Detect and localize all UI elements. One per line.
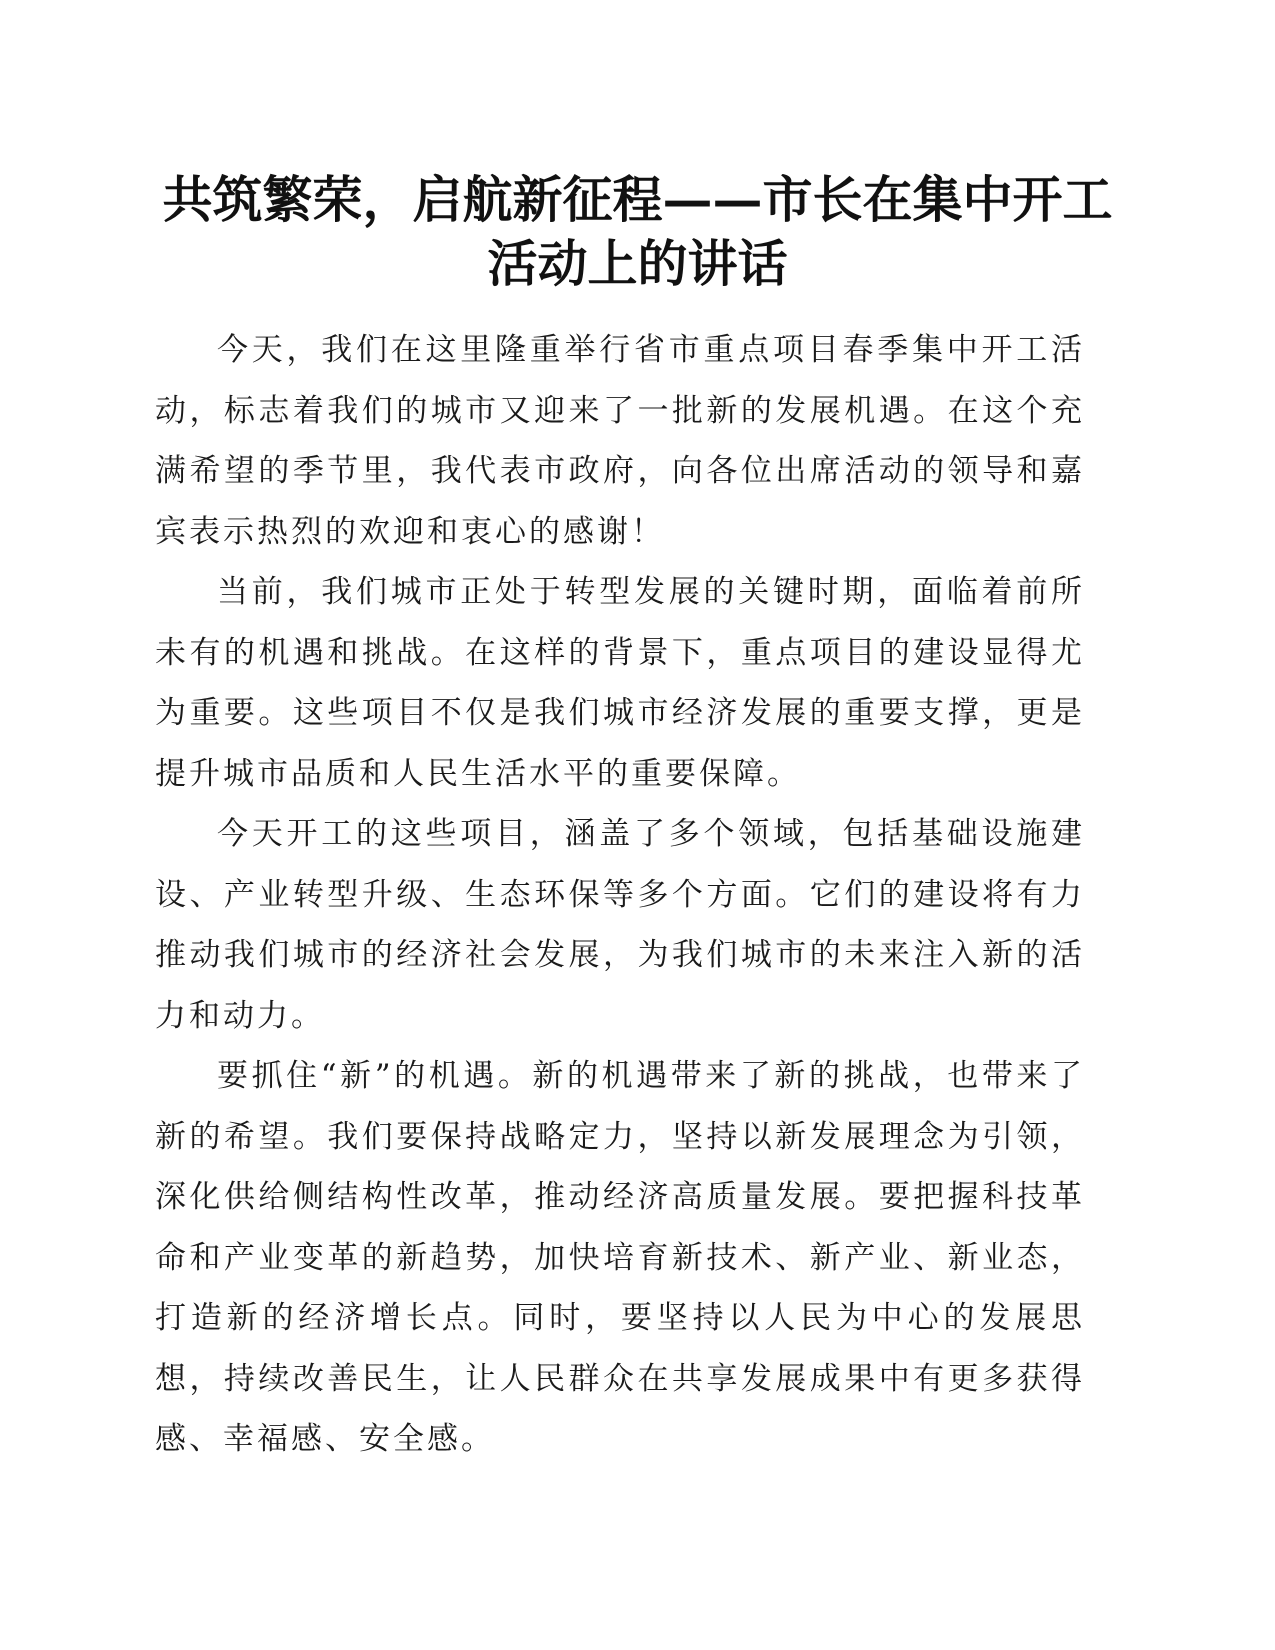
paragraph: 今天，我们在这里隆重举行省市重点项目春季集中开工活动，标志着我们的城市又迎来了一批新的发展机遇。在这个充满希望的季节里，我代表市政府，向各位出席活动的领导和嘉宾表示热烈的欢迎和衷心的感谢！ (155, 332, 1085, 550)
paragraph: 当前，我们城市正处于转型发展的关键时期，面临着前所未有的机遇和挑战。在这样的背景下，重点项目的建设显得尤为重要。这些项目不仅是我们城市经济发展的重要支撑，更是提升城市品质和人民生活水平的重要保障。 (155, 574, 1085, 792)
paragraph: 要抓住“新”的机遇。新的机遇带来了新的挑战，也带来了新的希望。我们要保持战略定力，坚持以新发展理念为引领，深化供给侧结构性改革，推动经济高质量发展。要把握科技革命和产业变革的新趋势，加快培育新技术、新产业、新业态，打造新的经济增长点。同时，要坚持以人民为中心的发展思想，持续改善民生，让人民群众在共享发展成果中有更多获得感、幸福感、安全感。 (155, 1058, 1085, 1457)
paragraph: 今天开工的这些项目，涵盖了多个领域，包括基础设施建设、产业转型升级、生态环保等多个方面。它们的建设将有力推动我们城市的经济社会发展，为我们城市的未来注入新的活力和动力。 (155, 816, 1085, 1034)
document-title: 共筑繁荣，启航新征程——市长在集中开工活动上的讲话 (162, 170, 1113, 293)
document-body (155, 320, 1085, 1470)
